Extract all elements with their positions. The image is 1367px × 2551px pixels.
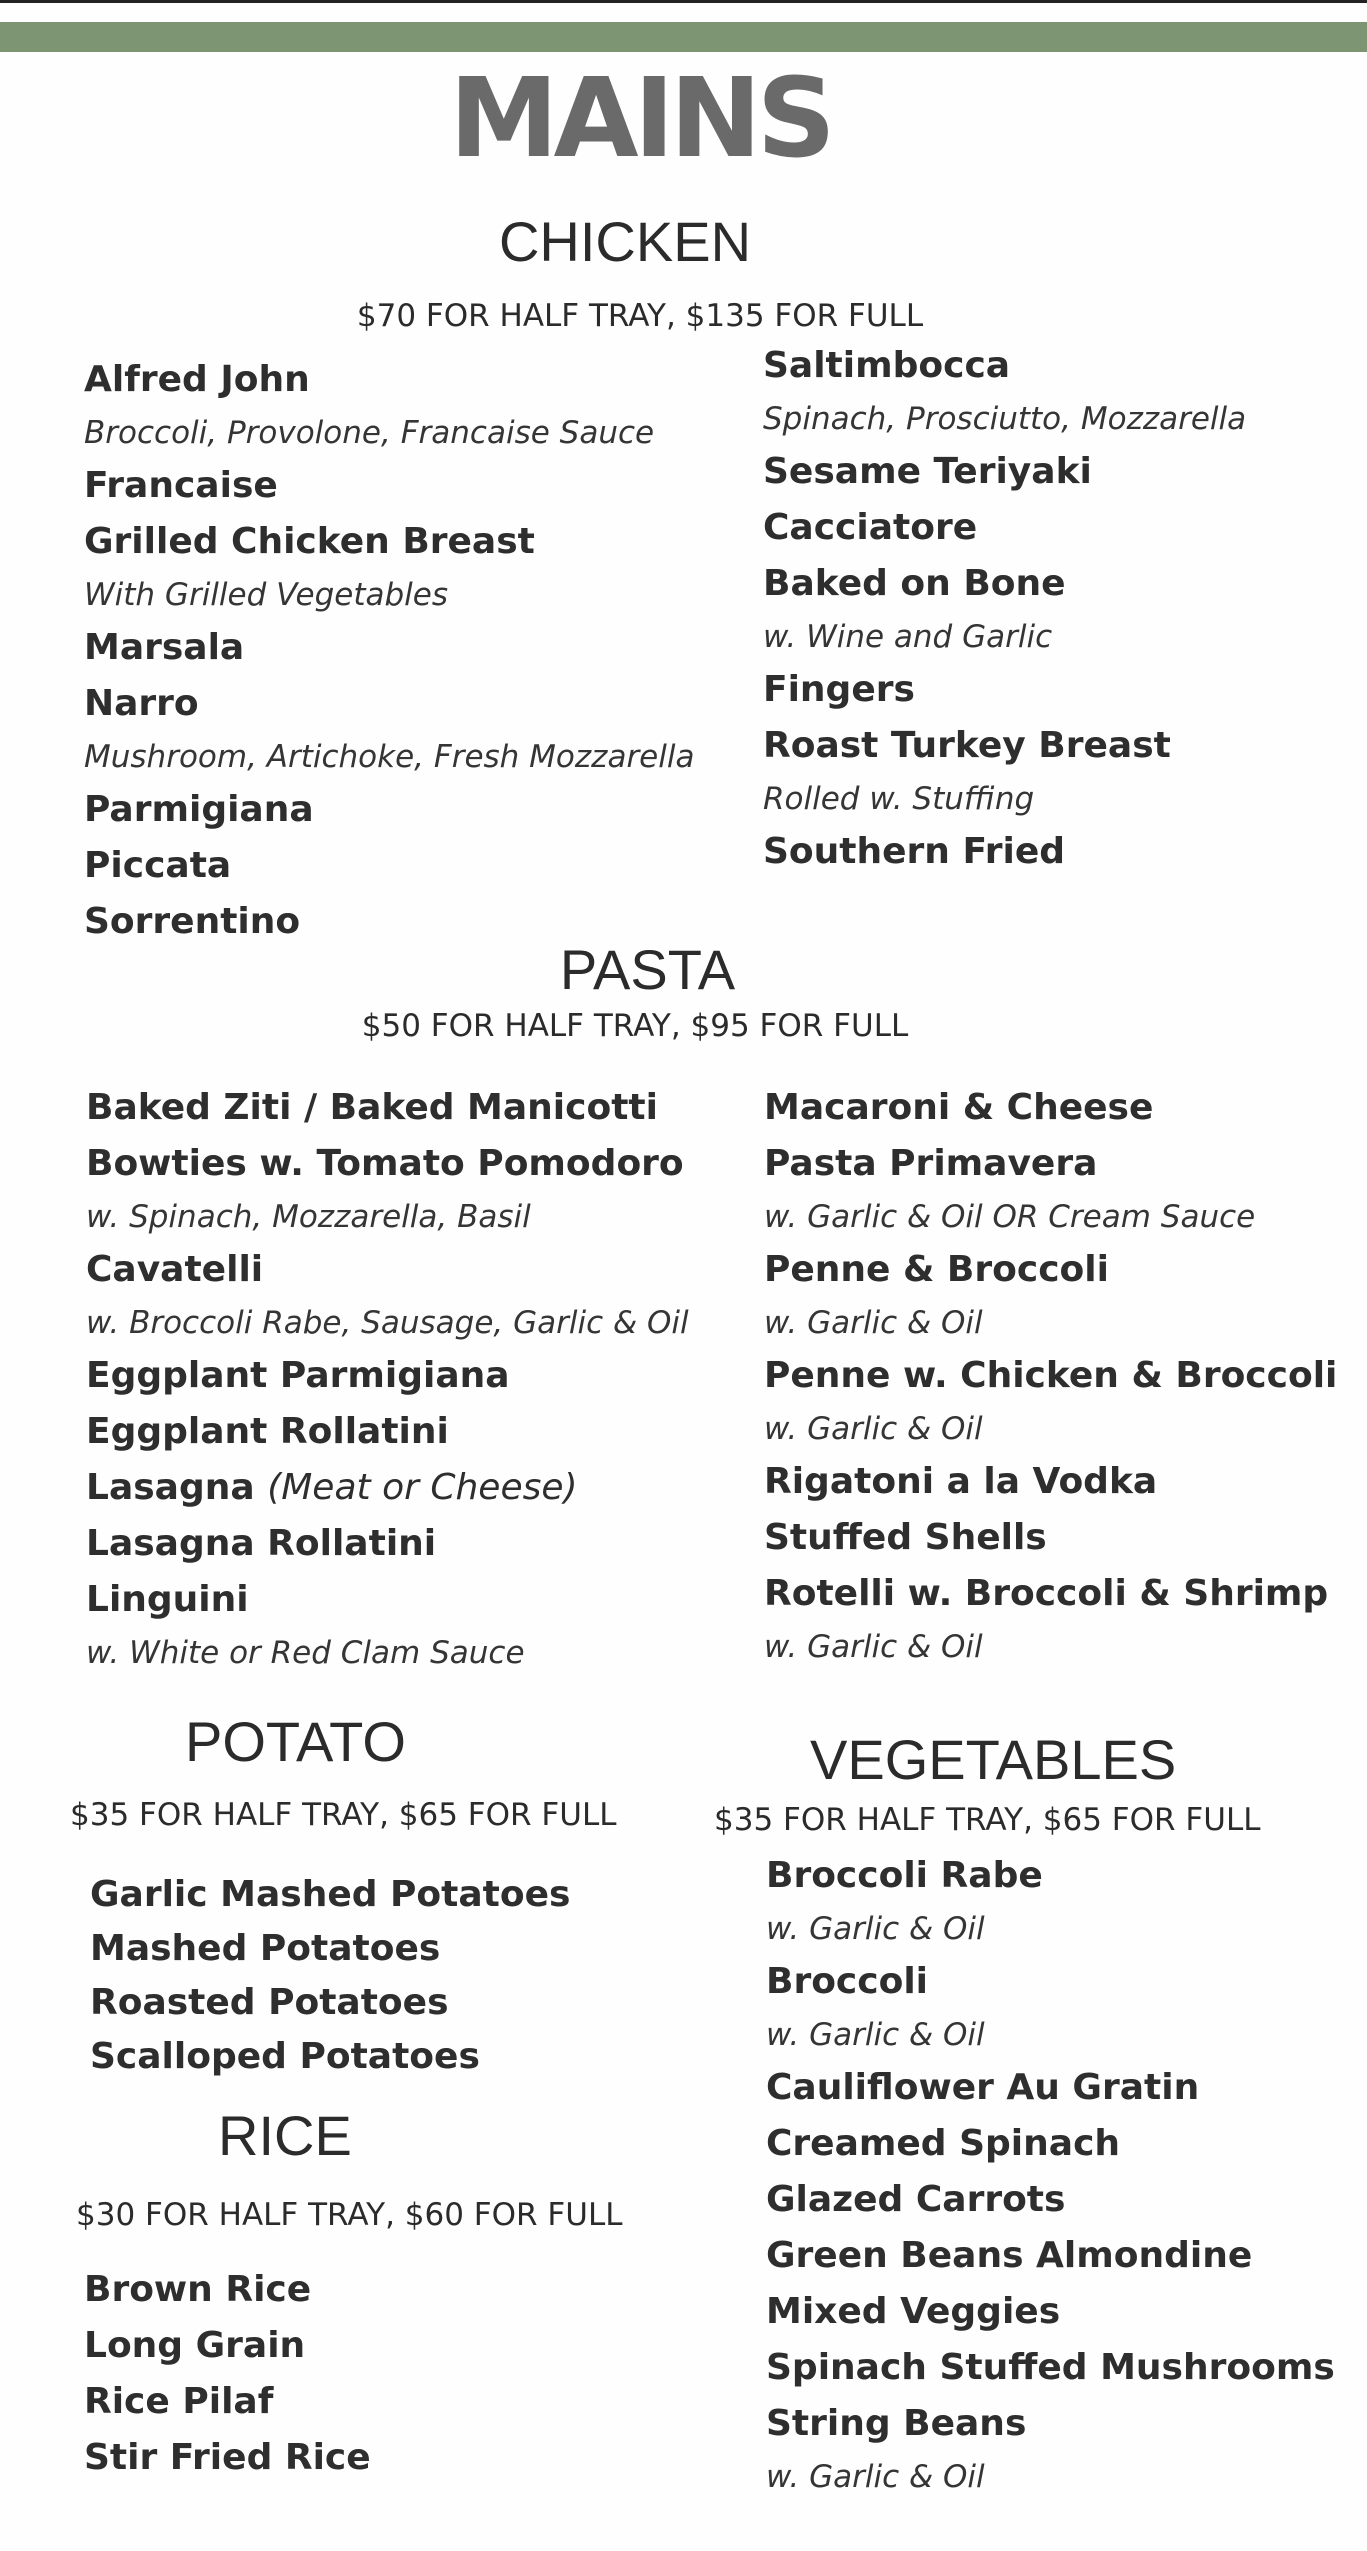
- menu-item: [86, 1404, 689, 1460]
- menu-item-description: Spinach, Prosciutto, Mozzarella: [763, 401, 1247, 437]
- menu-item-name: Francaise: [84, 465, 278, 506]
- top-rule: [0, 0, 1367, 3]
- menu-item: [764, 1348, 1337, 1404]
- menu-item-name: Fingers: [763, 669, 915, 710]
- menu-item: [84, 838, 694, 894]
- menu-item-name: Baked Ziti / Baked Manicotti: [86, 1087, 658, 1128]
- menu-item: [766, 2396, 1335, 2452]
- potato-price: $35 FOR HALF TRAY, $65 FOR FULL: [70, 1797, 617, 1833]
- potato-list: [90, 1868, 570, 2084]
- menu-item-name: Piccata: [84, 845, 232, 886]
- menu-item-name: Lasagna Rollatini: [86, 1523, 437, 1564]
- menu-item-name: Cacciatore: [763, 507, 978, 548]
- menu-item: [766, 2284, 1335, 2340]
- menu-item-name: Creamed Spinach: [766, 2123, 1121, 2164]
- menu-item-name: Mashed Potatoes: [90, 1928, 441, 1969]
- menu-item-name: Scalloped Potatoes: [90, 2036, 480, 2077]
- menu-item: [84, 2318, 371, 2374]
- pasta-price: $50 FOR HALF TRAY, $95 FOR FULL: [361, 1008, 909, 1044]
- menu-item: [763, 662, 1246, 718]
- rice-price: $30 FOR HALF TRAY, $60 FOR FULL: [76, 2197, 623, 2233]
- menu-item: [84, 458, 694, 514]
- menu-item-name: Penne & Broccoli: [764, 1249, 1109, 1290]
- menu-item-description: w. White or Red Clam Sauce: [86, 1635, 525, 1671]
- pasta-left-list: [86, 1080, 689, 1678]
- menu-item: [764, 1136, 1337, 1192]
- menu-item: [763, 500, 1246, 556]
- menu-item: [86, 1348, 689, 1404]
- menu-item: [90, 1976, 570, 2030]
- menu-item: [766, 2172, 1335, 2228]
- menu-item-name: Southern Fried: [763, 831, 1066, 872]
- menu-item: [86, 1242, 689, 1298]
- menu-item: [84, 2262, 371, 2318]
- menu-item: [86, 1572, 689, 1628]
- menu-item-description: w. Garlic & Oil: [766, 2017, 985, 2053]
- menu-item-name: Rice Pilaf: [84, 2381, 274, 2422]
- menu-item-name: Saltimbocca: [763, 345, 1011, 386]
- menu-item: [86, 1516, 689, 1572]
- menu-item: [766, 1848, 1335, 1904]
- menu-item: [764, 1454, 1337, 1510]
- menu-item: [763, 338, 1246, 394]
- menu-item-description: w. Garlic & Oil: [764, 1629, 983, 1665]
- menu-item-name: Green Beans Almondine: [766, 2235, 1253, 2276]
- menu-item-description: w. Garlic & Oil: [766, 2459, 985, 2495]
- menu-item-name: Eggplant Rollatini: [86, 1411, 449, 1452]
- menu-item-name: Grilled Chicken Breast: [84, 521, 535, 562]
- menu-item-description: With Grilled Vegetables: [84, 577, 449, 613]
- pasta-heading: PASTA: [559, 938, 736, 1001]
- menu-item: [764, 1080, 1337, 1136]
- menu-item: [764, 1510, 1337, 1566]
- menu-item: [90, 1868, 570, 1922]
- menu-item-name: Stir Fried Rice: [84, 2437, 371, 2478]
- vegetables-price: $35 FOR HALF TRAY, $65 FOR FULL: [714, 1802, 1261, 1838]
- chicken-heading: CHICKEN: [498, 210, 752, 273]
- menu-item: [84, 620, 694, 676]
- menu-item-description: Rolled w. Stuffing: [763, 781, 1035, 817]
- menu-item-name: Spinach Stuffed Mushrooms: [766, 2347, 1335, 2388]
- menu-item: [766, 2340, 1335, 2396]
- potato-heading: POTATO: [185, 1710, 406, 1773]
- menu-item: [84, 676, 694, 732]
- menu-item-note: (Meat or Cheese): [267, 1467, 578, 1508]
- menu-item-name: Pasta Primavera: [764, 1143, 1098, 1184]
- menu-item-name: Bowties w. Tomato Pomodoro: [86, 1143, 684, 1184]
- menu-item: [86, 1080, 689, 1136]
- menu-item-name: Parmigiana: [84, 789, 314, 830]
- menu-item-name: Broccoli: [766, 1961, 929, 2002]
- menu-item: [90, 1922, 570, 1976]
- menu-item-name: Sorrentino: [84, 901, 301, 942]
- menu-item-name: Brown Rice: [84, 2269, 312, 2310]
- menu-item-name: Roasted Potatoes: [90, 1982, 449, 2023]
- menu-item: [84, 2430, 371, 2486]
- menu-item: [86, 1136, 689, 1192]
- menu-item-description: Broccoli, Provolone, Francaise Sauce: [84, 415, 655, 451]
- menu-item-name: Penne w. Chicken & Broccoli: [764, 1355, 1338, 1396]
- menu-item-name: Eggplant Parmigiana: [86, 1355, 510, 1396]
- menu-item: [763, 556, 1246, 612]
- rice-heading: RICE: [218, 2104, 352, 2167]
- menu-item-name: Narro: [84, 683, 199, 724]
- menu-item-name: Glazed Carrots: [766, 2179, 1066, 2220]
- menu-item-description: w. Garlic & Oil: [766, 1911, 985, 1947]
- vegetables-heading: VEGETABLES: [810, 1728, 1177, 1791]
- header-bar: [0, 22, 1367, 52]
- menu-item-name: Stuffed Shells: [764, 1517, 1047, 1558]
- menu-item: [763, 718, 1246, 774]
- menu-item-name: Long Grain: [84, 2325, 306, 2366]
- menu-item: [766, 2228, 1335, 2284]
- menu-item: [766, 2060, 1335, 2116]
- menu-item-name: Broccoli Rabe: [766, 1855, 1043, 1896]
- menu-item-description: Mushroom, Artichoke, Fresh Mozzarella: [84, 739, 695, 775]
- menu-item-description: w. Garlic & Oil OR Cream Sauce: [764, 1199, 1256, 1235]
- pasta-right-list: [764, 1080, 1337, 1672]
- menu-item: [84, 514, 694, 570]
- menu-item: [764, 1242, 1337, 1298]
- menu-item: [86, 1460, 689, 1516]
- menu-item-description: w. Broccoli Rabe, Sausage, Garlic & Oil: [86, 1305, 689, 1341]
- chicken-right-list: [763, 338, 1246, 880]
- menu-item: [90, 2030, 570, 2084]
- menu-item-name: Rotelli w. Broccoli & Shrimp: [764, 1573, 1329, 1614]
- menu-item: [84, 782, 694, 838]
- menu-item-description: w. Spinach, Mozzarella, Basil: [86, 1199, 531, 1235]
- menu-item-name: Linguini: [86, 1579, 249, 1620]
- menu-item-name: Sesame Teriyaki: [763, 451, 1092, 492]
- chicken-price: $70 FOR HALF TRAY, $135 FOR FULL: [356, 298, 924, 334]
- menu-item-name: Alfred John: [84, 359, 310, 400]
- menu-item: [766, 2116, 1335, 2172]
- menu-item: [766, 1954, 1335, 2010]
- menu-item: [763, 444, 1246, 500]
- menu-item: [84, 352, 694, 408]
- vegetables-list: [766, 1848, 1335, 2502]
- menu-item-name: Lasagna: [86, 1467, 255, 1508]
- menu-item-name: Mixed Veggies: [766, 2291, 1061, 2332]
- menu-item-name: Cauliflower Au Gratin: [766, 2067, 1200, 2108]
- chicken-left-list: [84, 352, 694, 950]
- menu-item-name: Marsala: [84, 627, 245, 668]
- menu-item-name: Garlic Mashed Potatoes: [90, 1874, 571, 1915]
- menu-item-name: String Beans: [766, 2403, 1027, 2444]
- menu-item-name: Rigatoni a la Vodka: [764, 1461, 1158, 1502]
- page-title: MAINS: [449, 54, 831, 182]
- menu-item-description: w. Garlic & Oil: [764, 1411, 983, 1447]
- menu-item-name: Roast Turkey Breast: [763, 725, 1171, 766]
- menu-item-name: Macaroni & Cheese: [764, 1087, 1154, 1128]
- menu-item: [84, 2374, 371, 2430]
- rice-list: [84, 2262, 371, 2486]
- menu-item-name: Baked on Bone: [763, 563, 1066, 604]
- menu-item-name: Cavatelli: [86, 1249, 264, 1290]
- menu-item: [763, 824, 1246, 880]
- menu-item-description: w. Garlic & Oil: [764, 1305, 983, 1341]
- menu-item: [764, 1566, 1337, 1622]
- menu-item-description: w. Wine and Garlic: [763, 619, 1053, 655]
